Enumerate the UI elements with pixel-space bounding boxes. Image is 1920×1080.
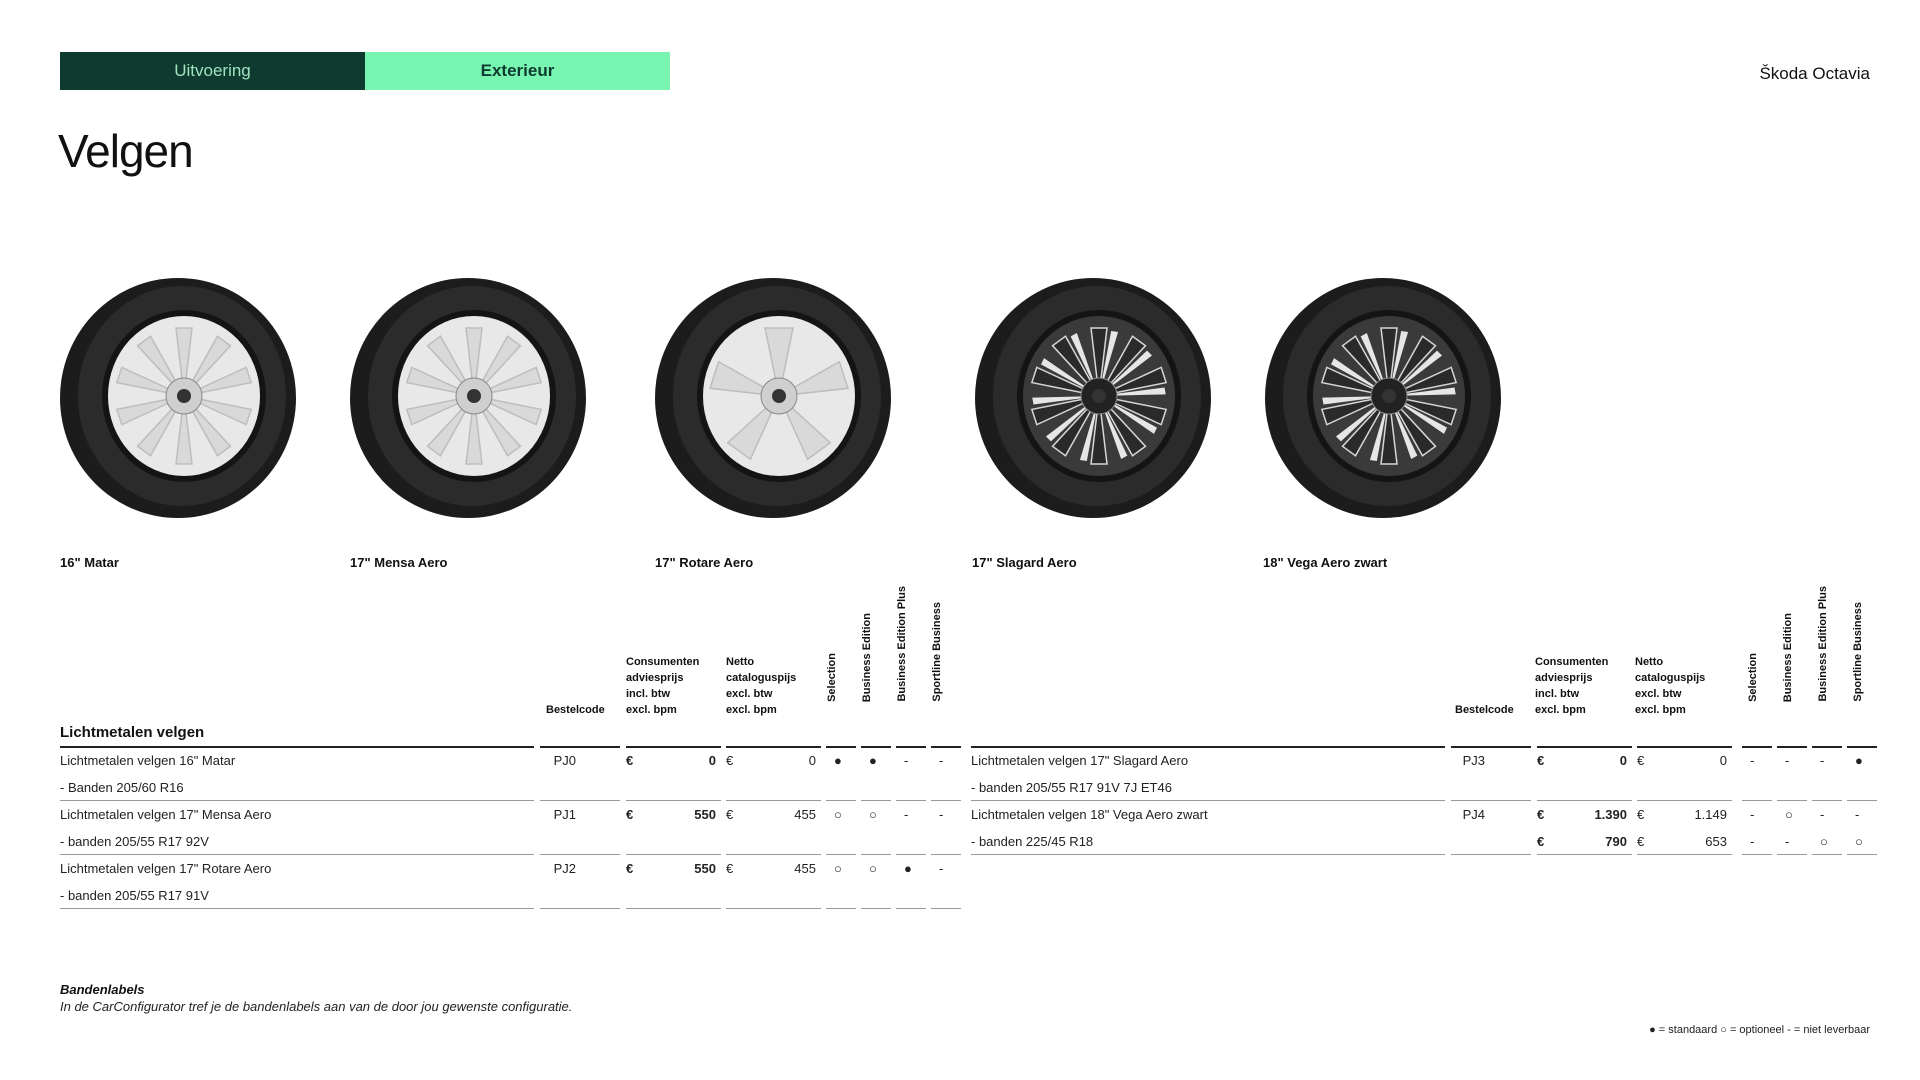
table-row [60, 800, 960, 827]
table-row-sub [971, 827, 1871, 854]
header-consumer-price: Consumenten adviesprijs incl. btw excl. bpm [626, 656, 700, 716]
row-tyre-spec: - banden 205/55 R17 91V [60, 888, 209, 903]
row-availability-sportline-business: ○ [1855, 834, 1863, 849]
row-currency: € [726, 861, 734, 876]
wheel-label-4: 17" Slagard Aero [972, 555, 1077, 570]
wheel-image-3 [655, 270, 895, 520]
table-row-sub [60, 827, 960, 854]
wheel-label-2: 17" Mensa Aero [350, 555, 448, 570]
header-bestelcode: Bestelcode [1455, 704, 1514, 716]
wheel-image-4 [975, 270, 1215, 520]
row-availability-business-edition: ○ [869, 807, 877, 822]
row-description: Lichtmetalen velgen 17" Rotare Aero [60, 861, 272, 876]
row-availability-sportline-business: - [1855, 807, 1860, 822]
row-description: Lichtmetalen velgen 17" Mensa Aero [60, 807, 272, 822]
row-availability-selection: ○ [834, 807, 842, 822]
row-order-code: PJ1 [553, 807, 576, 822]
row-availability-business-edition: ● [869, 753, 877, 768]
header-business-edition: Business Edition [1782, 612, 1794, 702]
row-net-price: 455 [794, 807, 816, 822]
table-header [971, 586, 1871, 720]
row-currency: € [626, 807, 634, 822]
row-order-code: PJ0 [553, 753, 576, 768]
row-availability-selection: - [1750, 753, 1755, 768]
wheel-label-5: 18" Vega Aero zwart [1263, 555, 1388, 570]
row-consumer-price: 1.390 [1594, 807, 1627, 822]
tab-exterieur[interactable]: Exterieur [365, 52, 670, 90]
table-row [60, 854, 960, 881]
row-currency: € [1637, 807, 1645, 822]
row-availability-business-edition-plus: ○ [1820, 834, 1828, 849]
table-row [971, 746, 1871, 773]
table-row-sub [971, 773, 1871, 800]
row-currency: € [1537, 807, 1545, 822]
footnote-title: Bandenlabels [60, 982, 145, 997]
wheel-label-3: 17" Rotare Aero [655, 555, 754, 570]
table-row-sub [60, 881, 960, 908]
row-currency: € [1637, 834, 1645, 849]
row-currency: € [1537, 834, 1545, 849]
wheel-image-5 [1265, 270, 1505, 520]
row-availability-business-edition-plus: - [1820, 753, 1825, 768]
section-tabs [60, 52, 670, 90]
header-selection: Selection [826, 653, 838, 702]
row-consumer-price: 790 [1605, 834, 1627, 849]
row-availability-selection: - [1750, 834, 1755, 849]
row-consumer-price: 0 [708, 753, 716, 768]
section-title-lichtmetalen-velgen: Lichtmetalen velgen [60, 724, 205, 741]
table-row [60, 746, 960, 773]
wheel-image-2 [350, 270, 590, 520]
tab-uitvoering[interactable]: Uitvoering [60, 52, 365, 90]
header-selection: Selection [1747, 653, 1759, 702]
row-availability-business-edition: - [1785, 834, 1790, 849]
header-consumer-price: Consumenten adviesprijs incl. btw excl. bpm [1535, 656, 1609, 716]
row-availability-sportline-business: - [939, 861, 944, 876]
page-title: Velgen [58, 125, 193, 177]
header-bestelcode: Bestelcode [546, 704, 605, 716]
header-net-price: Netto cataloguspijs excl. btw excl. bpm [726, 656, 797, 716]
row-consumer-price: 550 [694, 807, 716, 822]
row-order-code: PJ2 [553, 861, 576, 876]
wheel-label-1: 16" Matar [60, 555, 119, 570]
header-sportline-business: Sportline Business [1852, 602, 1864, 702]
row-availability-business-edition-plus: - [904, 807, 909, 822]
row-availability-selection: - [1750, 807, 1755, 822]
row-description: Lichtmetalen velgen 17" Slagard Aero [971, 753, 1189, 768]
row-availability-business-edition-plus: ● [904, 861, 912, 876]
brand-model-name: Škoda Octavia [1759, 64, 1870, 83]
row-description: Lichtmetalen velgen 16" Matar [60, 753, 236, 768]
footnote-text: In de CarConfigurator tref je de bandenlabels aan van de door jou gewenste configuratie. [60, 999, 573, 1014]
availability-legend: ● = standaard ○ = optioneel - = niet leverbaar [1649, 1024, 1870, 1036]
row-availability-selection: ● [834, 753, 842, 768]
row-availability-sportline-business: ● [1855, 753, 1863, 768]
row-availability-business-edition-plus: - [904, 753, 909, 768]
row-currency: € [626, 861, 634, 876]
row-currency: € [1637, 753, 1645, 768]
row-availability-business-edition: ○ [1785, 807, 1793, 822]
row-consumer-price: 550 [694, 861, 716, 876]
row-tyre-spec: - banden 205/55 R17 91V 7J ET46 [971, 780, 1172, 795]
row-availability-business-edition-plus: - [1820, 807, 1825, 822]
row-currency: € [726, 753, 734, 768]
row-availability-business-edition: - [1785, 753, 1790, 768]
table-body-right [971, 746, 1871, 854]
row-availability-sportline-business: - [939, 807, 944, 822]
header-sportline-business: Sportline Business [931, 602, 943, 702]
row-description: Lichtmetalen velgen 18" Vega Aero zwart [971, 807, 1208, 822]
row-availability-sportline-business: - [939, 753, 944, 768]
row-order-code: PJ4 [1462, 807, 1485, 822]
row-net-price: 1.149 [1694, 807, 1727, 822]
row-currency: € [626, 753, 634, 768]
row-tyre-spec: - banden 205/55 R17 92V [60, 834, 209, 849]
row-currency: € [1537, 753, 1545, 768]
header-business-edition-plus: Business Edition Plus [1817, 586, 1829, 702]
table-row [971, 800, 1871, 827]
rim-table-left [60, 586, 960, 903]
row-order-code: PJ3 [1462, 753, 1485, 768]
row-currency: € [726, 807, 734, 822]
row-net-price: 455 [794, 861, 816, 876]
row-net-price: 653 [1705, 834, 1727, 849]
row-net-price: 0 [1719, 753, 1727, 768]
table-body-left [60, 746, 960, 908]
wheel-image-1 [60, 270, 300, 520]
row-tyre-spec: - banden 225/45 R18 [971, 834, 1094, 849]
row-consumer-price: 0 [1619, 753, 1627, 768]
table-header [60, 586, 960, 720]
row-availability-business-edition: ○ [869, 861, 877, 876]
rim-table-right [971, 586, 1871, 849]
header-business-edition-plus: Business Edition Plus [896, 586, 908, 702]
row-tyre-spec: - Banden 205/60 R16 [60, 780, 184, 795]
header-net-price: Netto cataloguspijs excl. btw excl. bpm [1635, 656, 1706, 716]
row-availability-selection: ○ [834, 861, 842, 876]
table-row-sub [60, 773, 960, 800]
row-net-price: 0 [808, 753, 816, 768]
header-business-edition: Business Edition [861, 612, 873, 702]
